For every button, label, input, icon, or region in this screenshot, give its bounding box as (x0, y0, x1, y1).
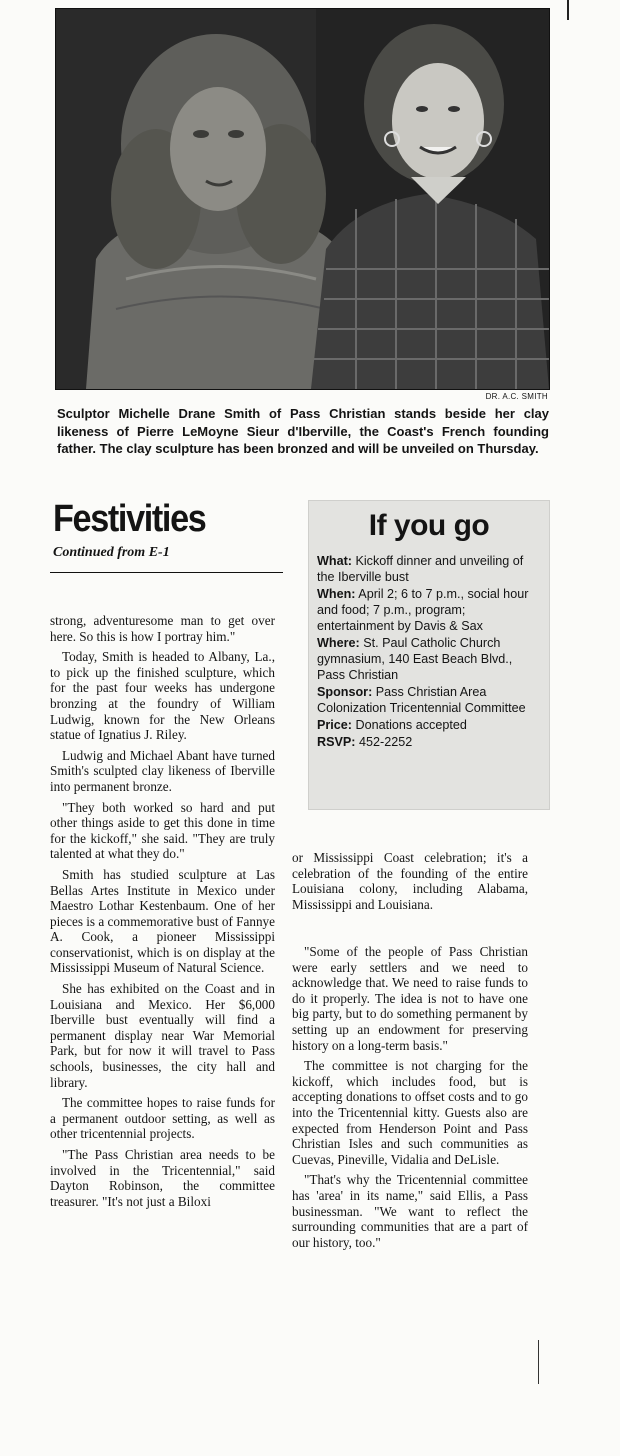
sidebar-text: April 2; 6 to 7 p.m., social hour and food; 7 p.m., program; entertainment by Davis & Sax (317, 587, 529, 633)
photo-credit: DR. A.C. SMITH (485, 392, 548, 401)
sidebar-item (317, 635, 539, 683)
paragraph: The committee is not charging for the kickoff, which includes food, but is accepting donations to offset costs and to go into the Tricentennial kitty. Guests also are expected from Henderson Point and Pass Christian Isles and such communities as Cuevas, Pineville, Vidalia and DeLisle. (292, 1058, 528, 1167)
paragraph: Ludwig and Michael Abant have turned Smith's sculpted clay likeness of Iberville into permanent bronze. (50, 747, 275, 794)
sidebar-text: Pass Christian Area Colonization Tricentennial Committee (317, 685, 526, 715)
sidebar-item (317, 553, 539, 585)
sidebar-text: St. Paul Catholic Church gymnasium, 140 East Beach Blvd., Pass Christian (317, 636, 513, 682)
sidebar-item (317, 684, 539, 716)
photo-caption: Sculptor Michelle Drane Smith of Pass Christian stands beside her clay likeness of Pierre LeMoyne Sieur d'Iberville, the Coast's French founding father. The clay sculpture has been bronzed and will be unveiled on Thursday. (57, 406, 549, 456)
sidebar-item (317, 717, 539, 733)
paragraph: strong, adventuresome man to get over here. So this is how I portray him." (50, 613, 275, 644)
sidebar-title: If you go (368, 509, 490, 542)
sidebar-text: Kickoff dinner and unveiling of the Iberville bust (317, 554, 524, 584)
sidebar-label: Price: (317, 718, 353, 732)
continued-from: Continued from E-1 (53, 545, 170, 560)
paragraph: or Mississippi Coast celebration; it's a celebration of the founding of the entire Louisiana colony, including Alabama, Mississippi and Louisiana. (292, 850, 528, 912)
sidebar-label: What: (317, 554, 352, 568)
woman-face (392, 63, 484, 179)
paragraph: "The Pass Christian area needs to be involved in the Tricentennial," said Dayton Robinson, the committee treasurer. "It's not just a Biloxi (50, 1147, 275, 1209)
bust-face (170, 87, 266, 211)
sidebar-label: When: (317, 587, 356, 601)
paragraph: The committee hopes to raise funds for a permanent outdoor setting, as well as other tricentennial projects. (50, 1095, 275, 1142)
sidebar-body (317, 553, 539, 751)
if-you-go-box (308, 500, 550, 810)
paragraph: "Some of the people of Pass Christian were early settlers and we need to acknowledge that. We need to raise funds to do it properly. The idea is not to have one big party, but to do something permanent by setting up an endowment for preserving history on a long-term basis." (292, 944, 528, 1053)
news-photo (55, 8, 550, 390)
article-column-left (50, 613, 275, 1214)
paragraph: Smith has studied sculpture at Las Bellas Artes Institute in Mexico under Maestro Lothar Kestenbaum. One of her pieces is a commemorative bust of Fannye A. Cook, a pioneer Mississippi conservationist, which is on display at the Mississippi Museum of Natural Science. (50, 866, 275, 976)
sidebar-label: RSVP: (317, 735, 356, 749)
article-column-right-top (292, 850, 528, 917)
paragraph: "That's why the Tricentennial committee has 'area' in its name," said Ellis, a Pass businessman. "We want to reflect the surrounding communities that are a part of our history, too." (292, 1172, 528, 1250)
article-column-right (292, 944, 528, 1255)
sidebar-text: 452-2252 (359, 735, 413, 749)
sidebar-label: Where: (317, 636, 360, 650)
headline: Festivities (53, 498, 206, 540)
paragraph: "They both worked so hard and put other things aside to get this done in time for the kickoff," she said. "They are truly talented at what they do." (50, 799, 275, 862)
paragraph: She has exhibited on the Coast and in Louisiana and Mexico. Her $6,000 Iberville bust eventually will find a permanent display near War Memorial Park, but for now it will travel to Pass schools, businesses, the city hall and library. (50, 981, 275, 1090)
page-edge-line (567, 0, 569, 20)
paragraph: Today, Smith is headed to Albany, La., to pick up the finished sculpture, which for the past four weeks has undergone bronzing at the foundry of William Ludwig, known for the New Orleans statue of Ignatius J. Riley. (50, 649, 275, 743)
sidebar-item (317, 734, 539, 750)
headline-rule (50, 572, 283, 573)
sidebar-text: Donations accepted (355, 718, 467, 732)
column-rule (538, 1340, 539, 1384)
sidebar-label: Sponsor: (317, 685, 373, 699)
sidebar-item (317, 586, 539, 634)
